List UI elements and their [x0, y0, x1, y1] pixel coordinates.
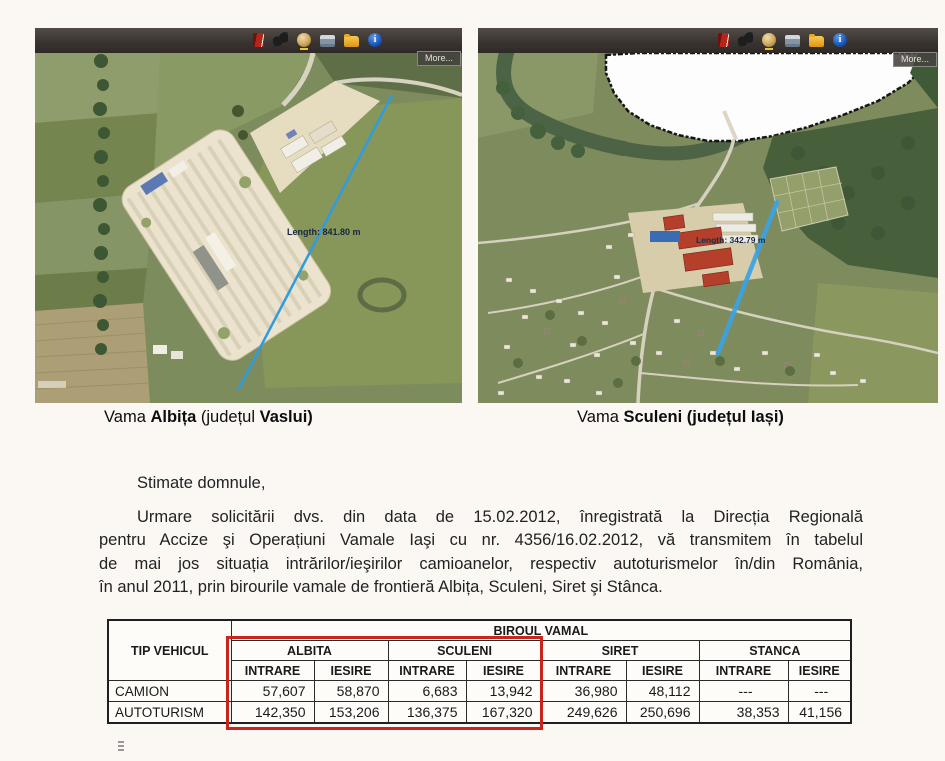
cell: 153,206	[314, 702, 388, 724]
cell: 58,870	[314, 681, 388, 702]
caption-text: Vama	[104, 408, 151, 426]
caption-text: (județul	[196, 408, 260, 426]
blue-pool	[650, 231, 680, 242]
subcol-header: IESIRE	[466, 661, 541, 681]
cell: 38,353	[699, 702, 788, 724]
vehicle-type-header: TIP VEHICUL	[108, 620, 231, 681]
caption-sculeni	[577, 408, 784, 427]
row-label: AUTOTURISM	[108, 702, 231, 724]
group-header: BIROUL VAMAL	[231, 620, 851, 641]
letter-line: pentru Accize şi Operațiuni Vamale Iaşi cu nr. 4356/16.02.2012, vă transmitem în tabelul	[99, 531, 863, 550]
table-row-autoturism	[108, 702, 851, 724]
letter-line: în anul 2011, prin birourile vamale de frontieră Albița, Sculeni, Siret şi Stânca.	[99, 577, 663, 596]
customs-table	[107, 619, 852, 724]
cell: 249,626	[541, 702, 626, 724]
globe-icon[interactable]	[762, 33, 776, 47]
info-icon[interactable]	[368, 33, 382, 47]
customs-complex-sculeni	[628, 203, 763, 293]
map-canvas-sculeni[interactable]	[478, 53, 938, 403]
measure-label: Length: 841.80 m	[287, 227, 361, 237]
office-header-stanca: STANCA	[699, 641, 851, 661]
cell: ---	[788, 681, 851, 702]
cell: 36,980	[541, 681, 626, 702]
letter-line: de mai jos situația intrărilor/ieşirilor camioanelor, respectiv autoturismelor în/din România,	[99, 554, 863, 573]
cell: 6,683	[388, 681, 466, 702]
subcol-header: INTRARE	[541, 661, 626, 681]
letter-body	[99, 506, 863, 599]
caption-text: Vaslui)	[259, 408, 313, 426]
subcol-header: INTRARE	[699, 661, 788, 681]
map-toolbar	[478, 28, 938, 53]
cell: 142,350	[231, 702, 314, 724]
folder-icon[interactable]	[344, 36, 359, 47]
cell: 57,607	[231, 681, 314, 702]
caption-text: Sculeni (județul Iași)	[623, 408, 784, 426]
book-icon[interactable]	[718, 33, 729, 47]
more-button[interactable]: More...	[417, 51, 461, 66]
cell: 136,375	[388, 702, 466, 724]
caption-text: Albița	[150, 408, 197, 426]
table-row-camion	[108, 681, 851, 702]
subcol-header: INTRARE	[388, 661, 466, 681]
cell: 13,942	[466, 681, 541, 702]
map-window-sculeni	[478, 28, 938, 403]
letter-line: Urmare solicitării dvs. din data de 15.02.2012, înregistrată la Direcția Regională	[137, 508, 863, 526]
office-header-albita: ALBITA	[231, 641, 388, 661]
subcol-header: IESIRE	[788, 661, 851, 681]
cell: 167,320	[466, 702, 541, 724]
map-window-albita	[35, 28, 462, 403]
info-icon[interactable]	[833, 33, 847, 47]
map-canvas-albita[interactable]	[35, 53, 462, 403]
binoculars-icon[interactable]	[273, 32, 288, 47]
measure-label: Length: 342.79 m	[696, 235, 766, 245]
scale-mark	[38, 381, 66, 388]
subcol-header: INTRARE	[231, 661, 314, 681]
office-header-sculeni: SCULENI	[388, 641, 541, 661]
scan-artifact	[118, 741, 124, 752]
folder-icon[interactable]	[809, 36, 824, 47]
print-icon[interactable]	[785, 35, 800, 47]
caption-text: Vama	[577, 408, 624, 426]
cell: 48,112	[626, 681, 699, 702]
book-icon[interactable]	[253, 33, 264, 47]
cell: 250,696	[626, 702, 699, 724]
globe-icon[interactable]	[297, 33, 311, 47]
letter-salutation: Stimate domnule,	[137, 474, 266, 492]
cell: ---	[699, 681, 788, 702]
subcol-header: IESIRE	[626, 661, 699, 681]
office-header-siret: SIRET	[541, 641, 699, 661]
print-icon[interactable]	[320, 35, 335, 47]
map-toolbar	[35, 28, 462, 53]
binoculars-icon[interactable]	[738, 32, 753, 47]
row-label: CAMION	[108, 681, 231, 702]
subcol-header: IESIRE	[314, 661, 388, 681]
caption-albita	[104, 408, 313, 427]
more-button[interactable]: More...	[893, 52, 937, 67]
cell: 41,156	[788, 702, 851, 724]
